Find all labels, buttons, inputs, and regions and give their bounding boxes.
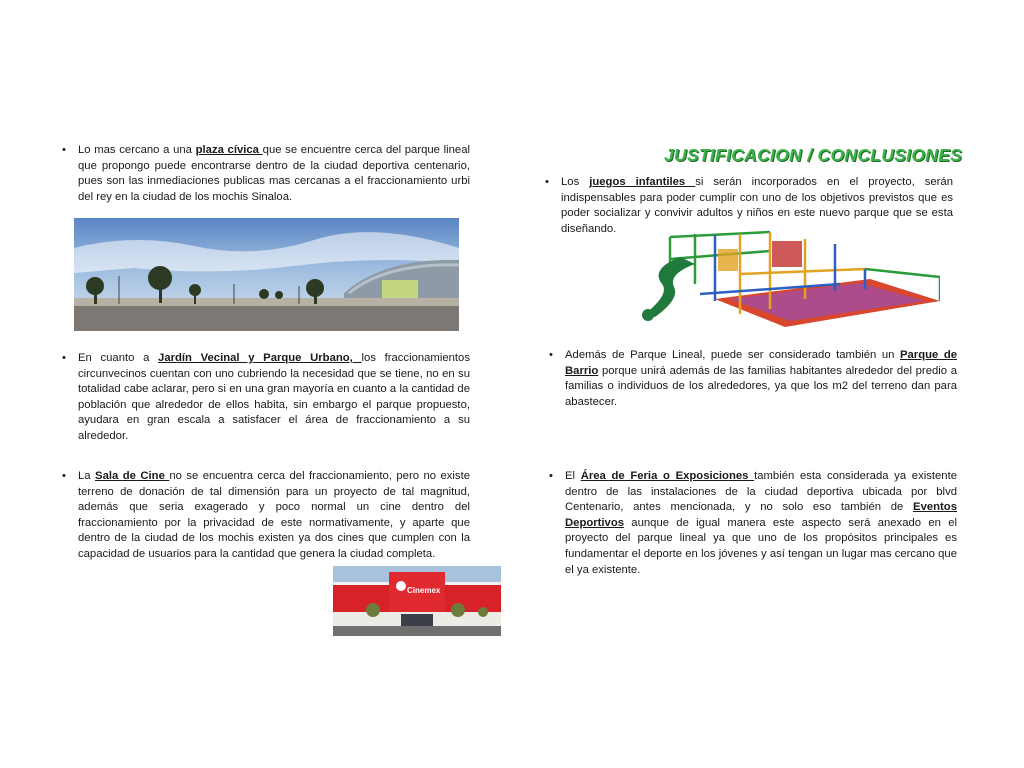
paragraph-area-de-feria: • El Área de Feria o Exposiciones también esta considerada ya existente dentro de las instalaciones de la ciudad deportiva ubicada por blvd Centenario, antes mencionada, y no solo eso también de Eventos Deportivos aunque de igual manera este aspecto será anexado en el proyecto del parque lineal ya que uno de los propósitos principales es fundamentar el deporte en los jóvenes y así tengan un lugar mas cercano que el ya existente. <box>549 470 957 576</box>
bullet: • <box>549 349 553 361</box>
paragraph-plaza-civica: • Lo mas cercano a una plaza cívica que se encuentre cerca del parque lineal que propongo puede encontrarse dentro de la ciudad deportiva centenario, pues son las inmediaciones publicas mas cercanas a el fraccionamiento urbi del rey en la ciudad de los mochis Sinaloa. <box>62 144 470 203</box>
bullet: • <box>62 352 66 364</box>
bullet: • <box>545 176 549 188</box>
term-eventos-deportivos: Eventos Deportivos <box>565 501 957 529</box>
playground-illustration <box>640 229 940 334</box>
paragraph-jardin-vecinal: • En cuanto a Jardín Vecinal y Parque Urbano, los fraccionamientos circunvecinos cuentan con uno cubriendo la necesidad que se tiene, no en su totalidad cabe aclarar, pero si en una gran mayoría en cuanto a la cantidad de población que alrededor de ellos habita, sin embargo el parque propuesto, ayudara en gran escala a satisfacer el área de fraccionamiento a su alrededor. <box>62 352 470 442</box>
term-juegos-infantiles: juegos infantiles <box>589 176 696 188</box>
term-sala-de-cine: Sala de Cine <box>95 470 170 482</box>
cinema-photo <box>333 566 501 636</box>
term-jardin-vecinal: Jardín Vecinal y Parque Urbano, <box>158 352 362 364</box>
cinema-sign: Cinemex <box>407 586 441 595</box>
paragraph-parque-de-barrio: • Además de Parque Lineal, puede ser considerado también un Parque de Barrio porque unirá además de las familias habitantes alrededor del predio a familias o individuos de los alrededores, ya que los m2 del terreno dan para abastecer. <box>549 349 958 408</box>
paragraph-juegos-infantiles: • Los juegos infantiles si serán incorporados en el proyecto, serán indispensables para poder cumplir con uno de los objetivos previstos que es poder socializar y convivir adultos y niños en este nuevo parque que se esta diseñando. <box>545 176 953 235</box>
bullet: • <box>62 144 66 156</box>
term-plaza-civica: plaza cívica <box>195 144 263 156</box>
bullet: • <box>62 470 66 482</box>
bullet: • <box>549 470 553 482</box>
stadium-photo <box>74 218 459 331</box>
paragraph-sala-de-cine: • La Sala de Cine no se encuentra cerca del fraccionamiento, pero no existe terreno de donación de tal dimensión para un proyecto de tal magnitud, además que seria exagerado y poco normal un cine dentro del fraccionamiento por la privacidad de este normativamente, y aparte que dentro de la ciudad de los mochis existen ya dos cines que cumplen con la capacidad de usuarios para la cantidad que genera la ciudad completa. <box>62 470 470 560</box>
term-area-de-feria: Área de Feria o Exposiciones <box>580 470 755 482</box>
term-parque-de-barrio: Parque de Barrio <box>565 349 958 377</box>
page-title: JUSTIFICACION / CONCLUSIONES <box>664 145 963 165</box>
